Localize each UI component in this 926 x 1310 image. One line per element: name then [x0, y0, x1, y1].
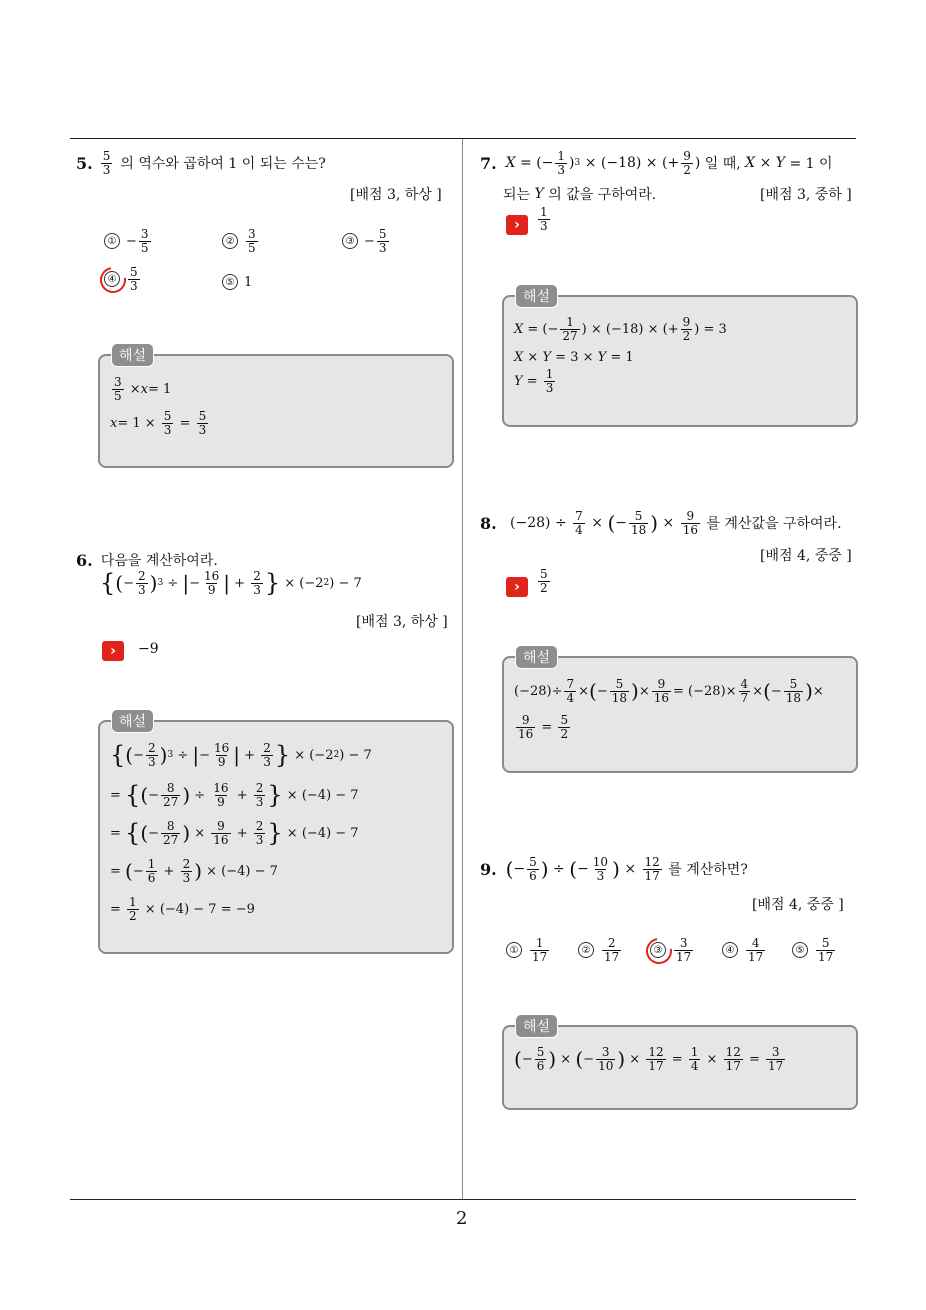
column-divider — [462, 139, 463, 1200]
q6-question — [76, 550, 218, 570]
q5-solution-line-1: $\frac{3}{5}$ × x = 1 — [114, 375, 172, 403]
q8-text: 를 계산값을 구하여라. — [706, 516, 842, 533]
q7-question: 7. X = (− $\frac{1}{3}$ ) 3 × (−18) × (+ $\frac{9}{2}$ ) 일 때, X × Y = 1 이 — [480, 149, 833, 177]
q5-choice-1[interactable]: ① − $\frac{3}{5}$ — [104, 228, 153, 254]
q9-score: [배점 4, 중중 ] — [752, 897, 844, 913]
q6-answer: −9 — [138, 641, 159, 657]
q5-choice-5-number: ⑤ — [222, 274, 238, 290]
q9-solution-tag: 해설 — [515, 1014, 558, 1038]
q8-solution-tag: 해설 — [515, 645, 558, 669]
q5-choice-5[interactable]: ⑤ 1 — [222, 274, 252, 290]
q5-solution-line-2: x = 1 × $\frac{5}{3}$ = $\frac{5}{3}$ — [110, 409, 207, 437]
q5-choice-2[interactable]: ② $\frac{3}{5}$ — [222, 228, 260, 254]
q9-choice-5[interactable]: ⑤ $\frac{5}{17}$ — [792, 937, 837, 963]
q9-choice-2[interactable]: ② $\frac{2}{17}$ — [578, 937, 623, 963]
q8-score: [배점 4, 중중 ] — [760, 548, 852, 564]
q6-text: 다음을 계산하여라. — [100, 553, 218, 569]
q6-score: [배점 3, 하상 ] — [356, 614, 448, 630]
q9-choice-4[interactable]: ④ $\frac{4}{17}$ — [722, 937, 767, 963]
q9-choice-3[interactable]: ③ $\frac{3}{17}$ — [650, 937, 695, 963]
q9-choice-3-number: ③ — [650, 942, 666, 958]
q7-solution-line-2: X × Y = 3 × Y = 1 — [514, 350, 634, 365]
q5-choice-4-number: ④ — [104, 271, 120, 287]
q6-solution-tag: 해설 — [111, 709, 154, 733]
q5-choice-1-number: ① — [104, 233, 120, 249]
q7-score: [배점 3, 중하 ] — [760, 187, 852, 203]
q5-question — [76, 150, 326, 176]
q6-answer-arrow-icon: › — [102, 641, 124, 661]
q8-answer-arrow-icon: › — [506, 577, 528, 597]
q9-choice-2-number: ② — [578, 942, 594, 958]
q7-answer: $\frac{1}{3}$ — [540, 205, 548, 233]
q6-solution-line-4: = ( − $\frac{1}{6}$ + $\frac{2}{3}$ ) × (−4) − 7 — [110, 857, 278, 885]
q5-number: 5. — [76, 153, 93, 173]
q5-text: 의 역수와 곱하여 1 이 되는 수는? — [120, 156, 326, 173]
q7-solution-tag: 해설 — [515, 284, 558, 308]
q9-question: 9. ( − $\frac{5}{6}$ ) ÷ ( − $\frac{10}{3}$ ) × $\frac{12}{17}$ 를 계산하면? — [480, 855, 748, 883]
q6-solution-line-1: { ( − $\frac{2}{3}$ ) 3 ÷ | − $\frac{16}{9}$ | + $\frac{2}{3}$ } × (−2 2 ) − 7 — [110, 741, 372, 770]
q8-solution-line-1: (−28)÷ $\frac{7}{4}$ × ( − $\frac{5}{18}$ ) × $\frac{9}{16}$ = (−28)× $\frac{4}{7}$ × ( − $\frac{5}{18}$ ) × — [514, 677, 824, 705]
page-number: 2 — [456, 1208, 468, 1229]
bottom-rule — [70, 1199, 856, 1200]
q6-solution-line-2: = { ( − $\frac{8}{27}$ ) ÷ $\frac{16}{9}$ + $\frac{2}{3}$ } × (−4) − 7 — [110, 781, 359, 810]
q7-question-line-2: 되는 Y 의 값을 구하여라. — [503, 186, 657, 203]
q9-text: 를 계산하면? — [668, 862, 748, 879]
q5-choice-2-number: ② — [222, 233, 238, 249]
q7-text-c: 의 값을 구하여라. — [548, 187, 657, 203]
q5-fraction: $\frac{5}{3}$ — [102, 149, 111, 177]
q7-text-a: 일 때, — [704, 156, 741, 173]
q6-solution-line-3: = { ( − $\frac{8}{27}$ ) × $\frac{9}{16}$ + $\frac{2}{3}$ } × (−4) − 7 — [110, 819, 359, 848]
q8-solution-line-2: $\frac{9}{16}$ = $\frac{5}{2}$ — [518, 713, 569, 741]
q9-choice-1-number: ① — [506, 942, 522, 958]
q5-score: [배점 3, 하상 ] — [350, 187, 442, 203]
q9-choice-5-number: ⑤ — [792, 942, 808, 958]
q5-choice-4[interactable]: ④ $\frac{5}{3}$ — [104, 266, 142, 292]
q5-choice-3[interactable]: ③ − $\frac{5}{3}$ — [342, 228, 391, 254]
q5-choice-3-number: ③ — [342, 233, 358, 249]
q9-solution-line-1: ( − $\frac{5}{6}$ ) × ( − $\frac{3}{10}$ ) × $\frac{12}{17}$ = $\frac{1}{4}$ × $\frac{12}{17}$ = $\frac{3}{17}$ — [514, 1045, 784, 1073]
q9-choice-1[interactable]: ① $\frac{1}{17}$ — [506, 937, 551, 963]
q8-number: 8. — [480, 513, 497, 533]
q6-solution-line-5: = $\frac{1}{2}$ × (−4) − 7 = −9 — [110, 895, 255, 923]
top-rule — [70, 138, 856, 139]
q7-solution-line-3: Y = $\frac{1}{3}$ — [514, 367, 554, 395]
q9-number: 9. — [480, 859, 497, 879]
q7-solution-line-1: X = (− $\frac{1}{27}$ ) × (−18) × (+ $\frac{9}{2}$ ) = 3 — [514, 315, 727, 343]
q5-solution-tag: 해설 — [111, 343, 154, 367]
q8-answer: $\frac{5}{2}$ — [540, 567, 548, 595]
q9-choice-4-number: ④ — [722, 942, 738, 958]
q7-text-b: 되는 — [503, 187, 531, 203]
q7-number: 7. — [480, 153, 497, 173]
q7-answer-arrow-icon: › — [506, 215, 528, 235]
q8-question: 8. (−28) ÷ $\frac{7}{4}$ × ( − $\frac{5}{18}$ ) × $\frac{9}{16}$ 를 계산값을 구하여라. — [480, 509, 842, 537]
q6-expression: { ( − $\frac{2}{3}$ ) 3 ÷ | − $\frac{16}{9}$ | + $\frac{2}{3}$ } × (−2 2 ) − 7 — [100, 569, 362, 598]
q6-number: 6. — [76, 550, 93, 570]
